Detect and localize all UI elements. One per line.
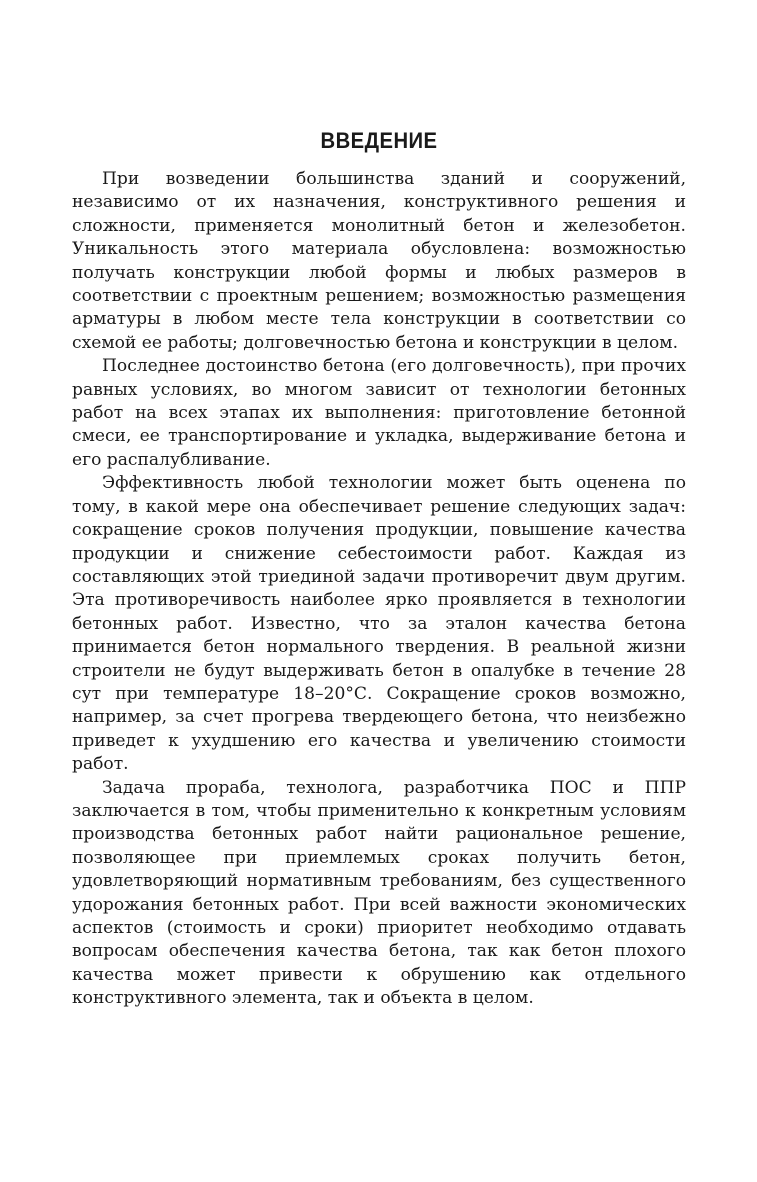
page-title: ВВЕДЕНИЕ <box>320 128 438 153</box>
paragraph-4: Задача прораба, технолога, разработчика ПОС и ППР заключается в том, чтобы применительно к конкретным условиям производства бетонных работ найти рациональное решение, позволяющее при приемлемых сроках получить бетон, удовлетворяющий нормативным требованиям, без существенного удорожания бетонных работ. При всей важности экономических аспектов (стоимость и сроки) приоритет необходимо отдавать вопросам обеспечения качества бетона, так как бетон плохого качества может привести к обрушению как отдельного конструктивного элемента, так и объекта в целом. <box>72 777 686 1009</box>
paragraph-2: Последнее достоинство бетона (его долговечность), при прочих равных условиях, во многом зависит от технологии бетонных работ на всех этапах их выполнения: приготовление бетонной смеси, ее транспортирование и укладка, выдерживание бетона и его распалубливание. <box>72 356 686 470</box>
document-page <box>72 128 686 1011</box>
paragraph-1: При возведении большинства зданий и сооружений, независимо от их назначения, конструктивного решения и сложности, применяется монолитный бетон и железобетон. Уникальность этого материала обусловлена: возможностью получать конструкции любой формы и любых размеров в соответствии с проектным решением; возможностью размещения арматуры в любом месте тела конструкции в соответствии со схемой ее работы; долговечностью бетона и конструкции в целом. <box>72 169 686 353</box>
paragraph-3: Эффективность любой технологии может быть оценена по тому, в какой мере она обеспечивает решение следующих задач: сокращение сроков получения продукции, повышение качества продукции и снижение себестоимости работ. Каждая из составляющих этой триединой задачи противоречит двум другим. Эта противоречивость наиболее ярко проявляется в технологии бетонных работ. Известно, что за эталон качества бетона принимается бетон нормального твердения. В реальной жизни строители не будут выдерживать бетон в опалубке в течение 28 сут при температуре 18–20°С. Сокращение сроков возможно, например, за счет прогрева твердеющего бетона, что неизбежно приведет к ухудшению его качества и увеличению стоимости работ. <box>72 473 686 775</box>
